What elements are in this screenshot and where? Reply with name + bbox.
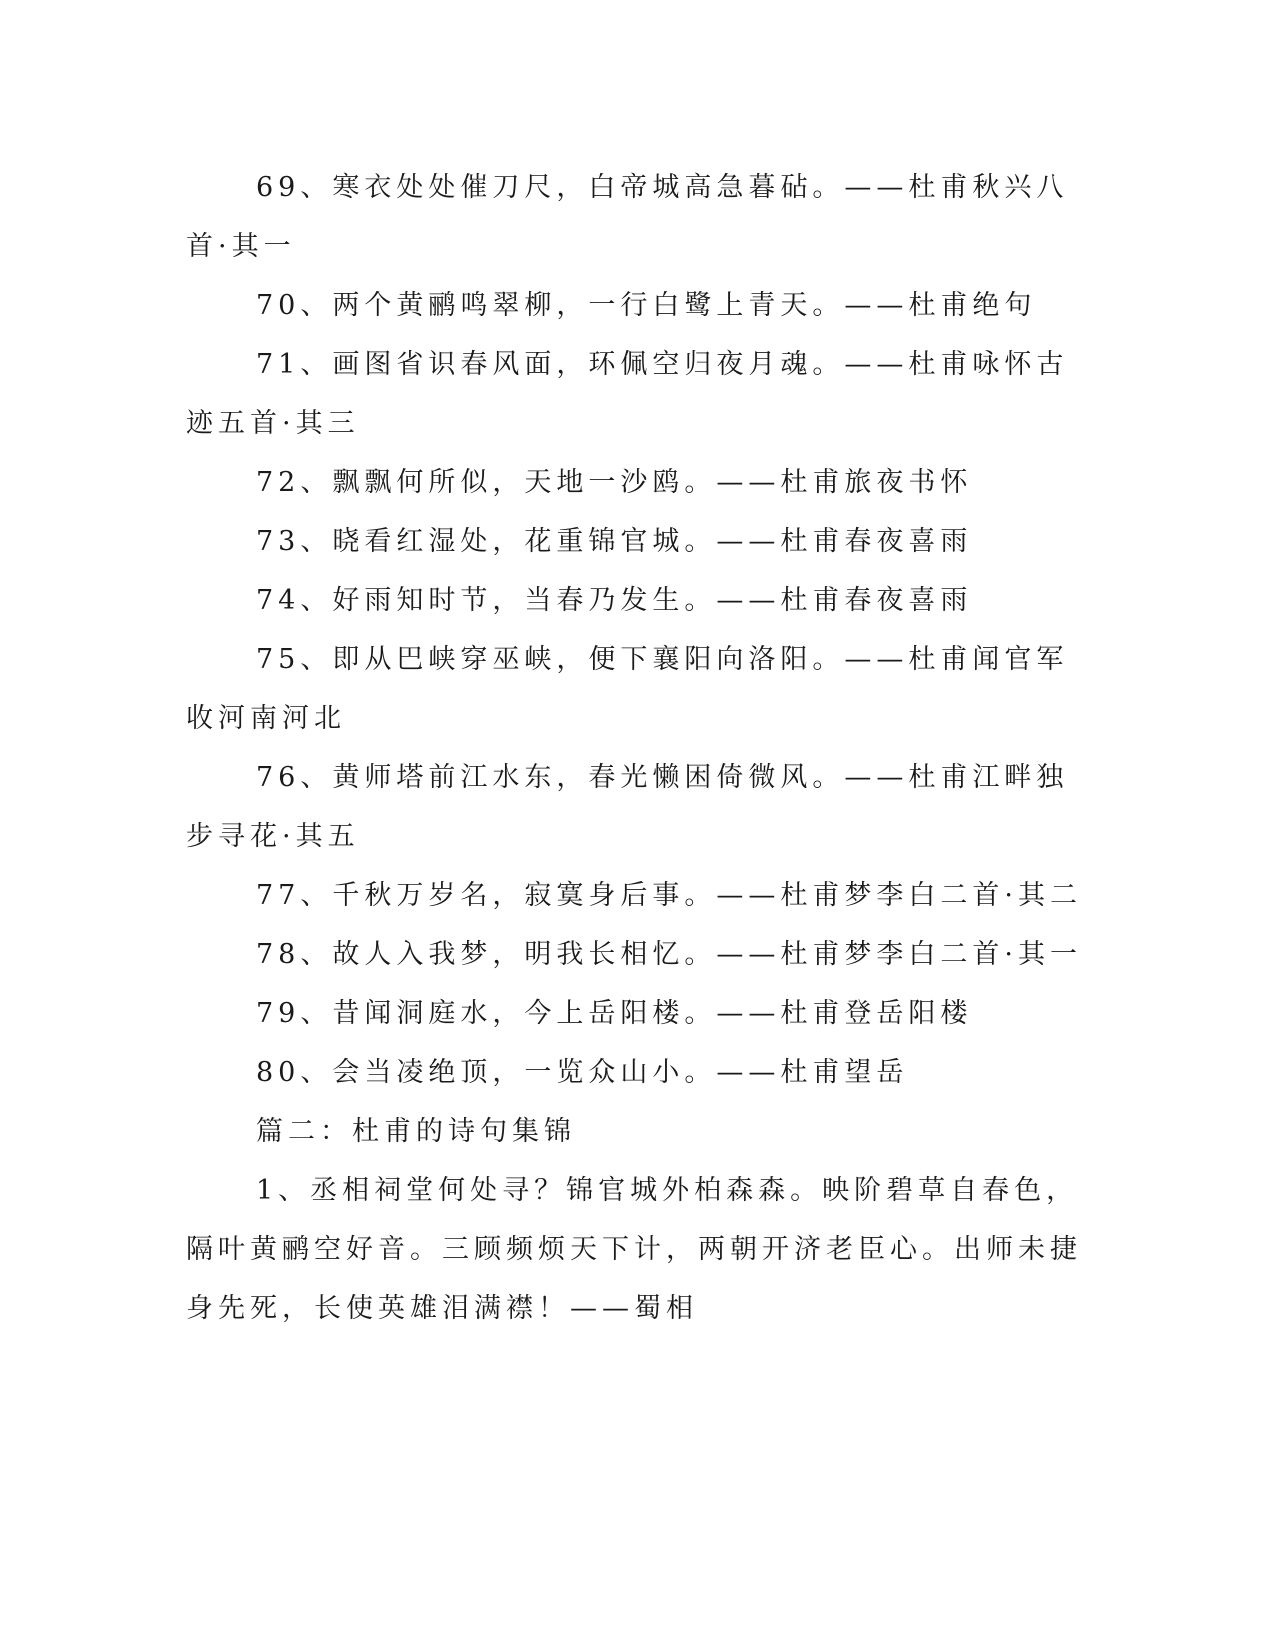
paragraph-quote-72: 72、飘飘何所似，天地一沙鸥。——杜甫旅夜书怀: [256, 467, 973, 498]
paragraph-quote-75: 75、即从巴峡穿巫峡，便下襄阳向洛阳。——杜甫闻官军收河南河北: [186, 644, 1069, 734]
paragraph-quote-78: 78、故人入我梦，明我长相忆。——杜甫梦李白二首·其一: [256, 939, 1082, 970]
paragraph-quote-74: 74、好雨知时节，当春乃发生。——杜甫春夜喜雨: [256, 585, 973, 616]
paragraph-quote-80: 80、会当凌绝顶，一览众山小。——杜甫望岳: [256, 1057, 909, 1088]
paragraph-quote-69: 69、寒衣处处催刀尺，白帝城高急暮砧。——杜甫秋兴八首·其一: [186, 172, 1069, 262]
paragraph-quote-71: 71、画图省识春风面，环佩空归夜月魂。——杜甫咏怀古迹五首·其三: [186, 349, 1069, 439]
paragraph-quote-73: 73、晓看红湿处，花重锦官城。——杜甫春夜喜雨: [256, 526, 973, 557]
paragraph-poem-1: 1、丞相祠堂何处寻？锦官城外柏森森。映阶碧草自春色，隔叶黄鹂空好音。三顾频烦天下计，两朝开济老臣心。出师未捷身先死，长使英雄泪满襟！——蜀相: [186, 1175, 1082, 1324]
paragraph-quote-79: 79、昔闻洞庭水，今上岳阳楼。——杜甫登岳阳楼: [256, 998, 973, 1029]
paragraph-quote-70: 70、两个黄鹂鸣翠柳，一行白鹭上青天。——杜甫绝句: [256, 290, 1037, 321]
paragraph-quote-76: 76、黄师塔前江水东，春光懒困倚微风。——杜甫江畔独步寻花·其五: [186, 762, 1069, 852]
paragraph-quote-77: 77、千秋万岁名，寂寞身后事。——杜甫梦李白二首·其二: [256, 880, 1082, 911]
section-heading: 篇二：杜甫的诗句集锦: [256, 1116, 576, 1147]
document-body: [186, 158, 1091, 1338]
